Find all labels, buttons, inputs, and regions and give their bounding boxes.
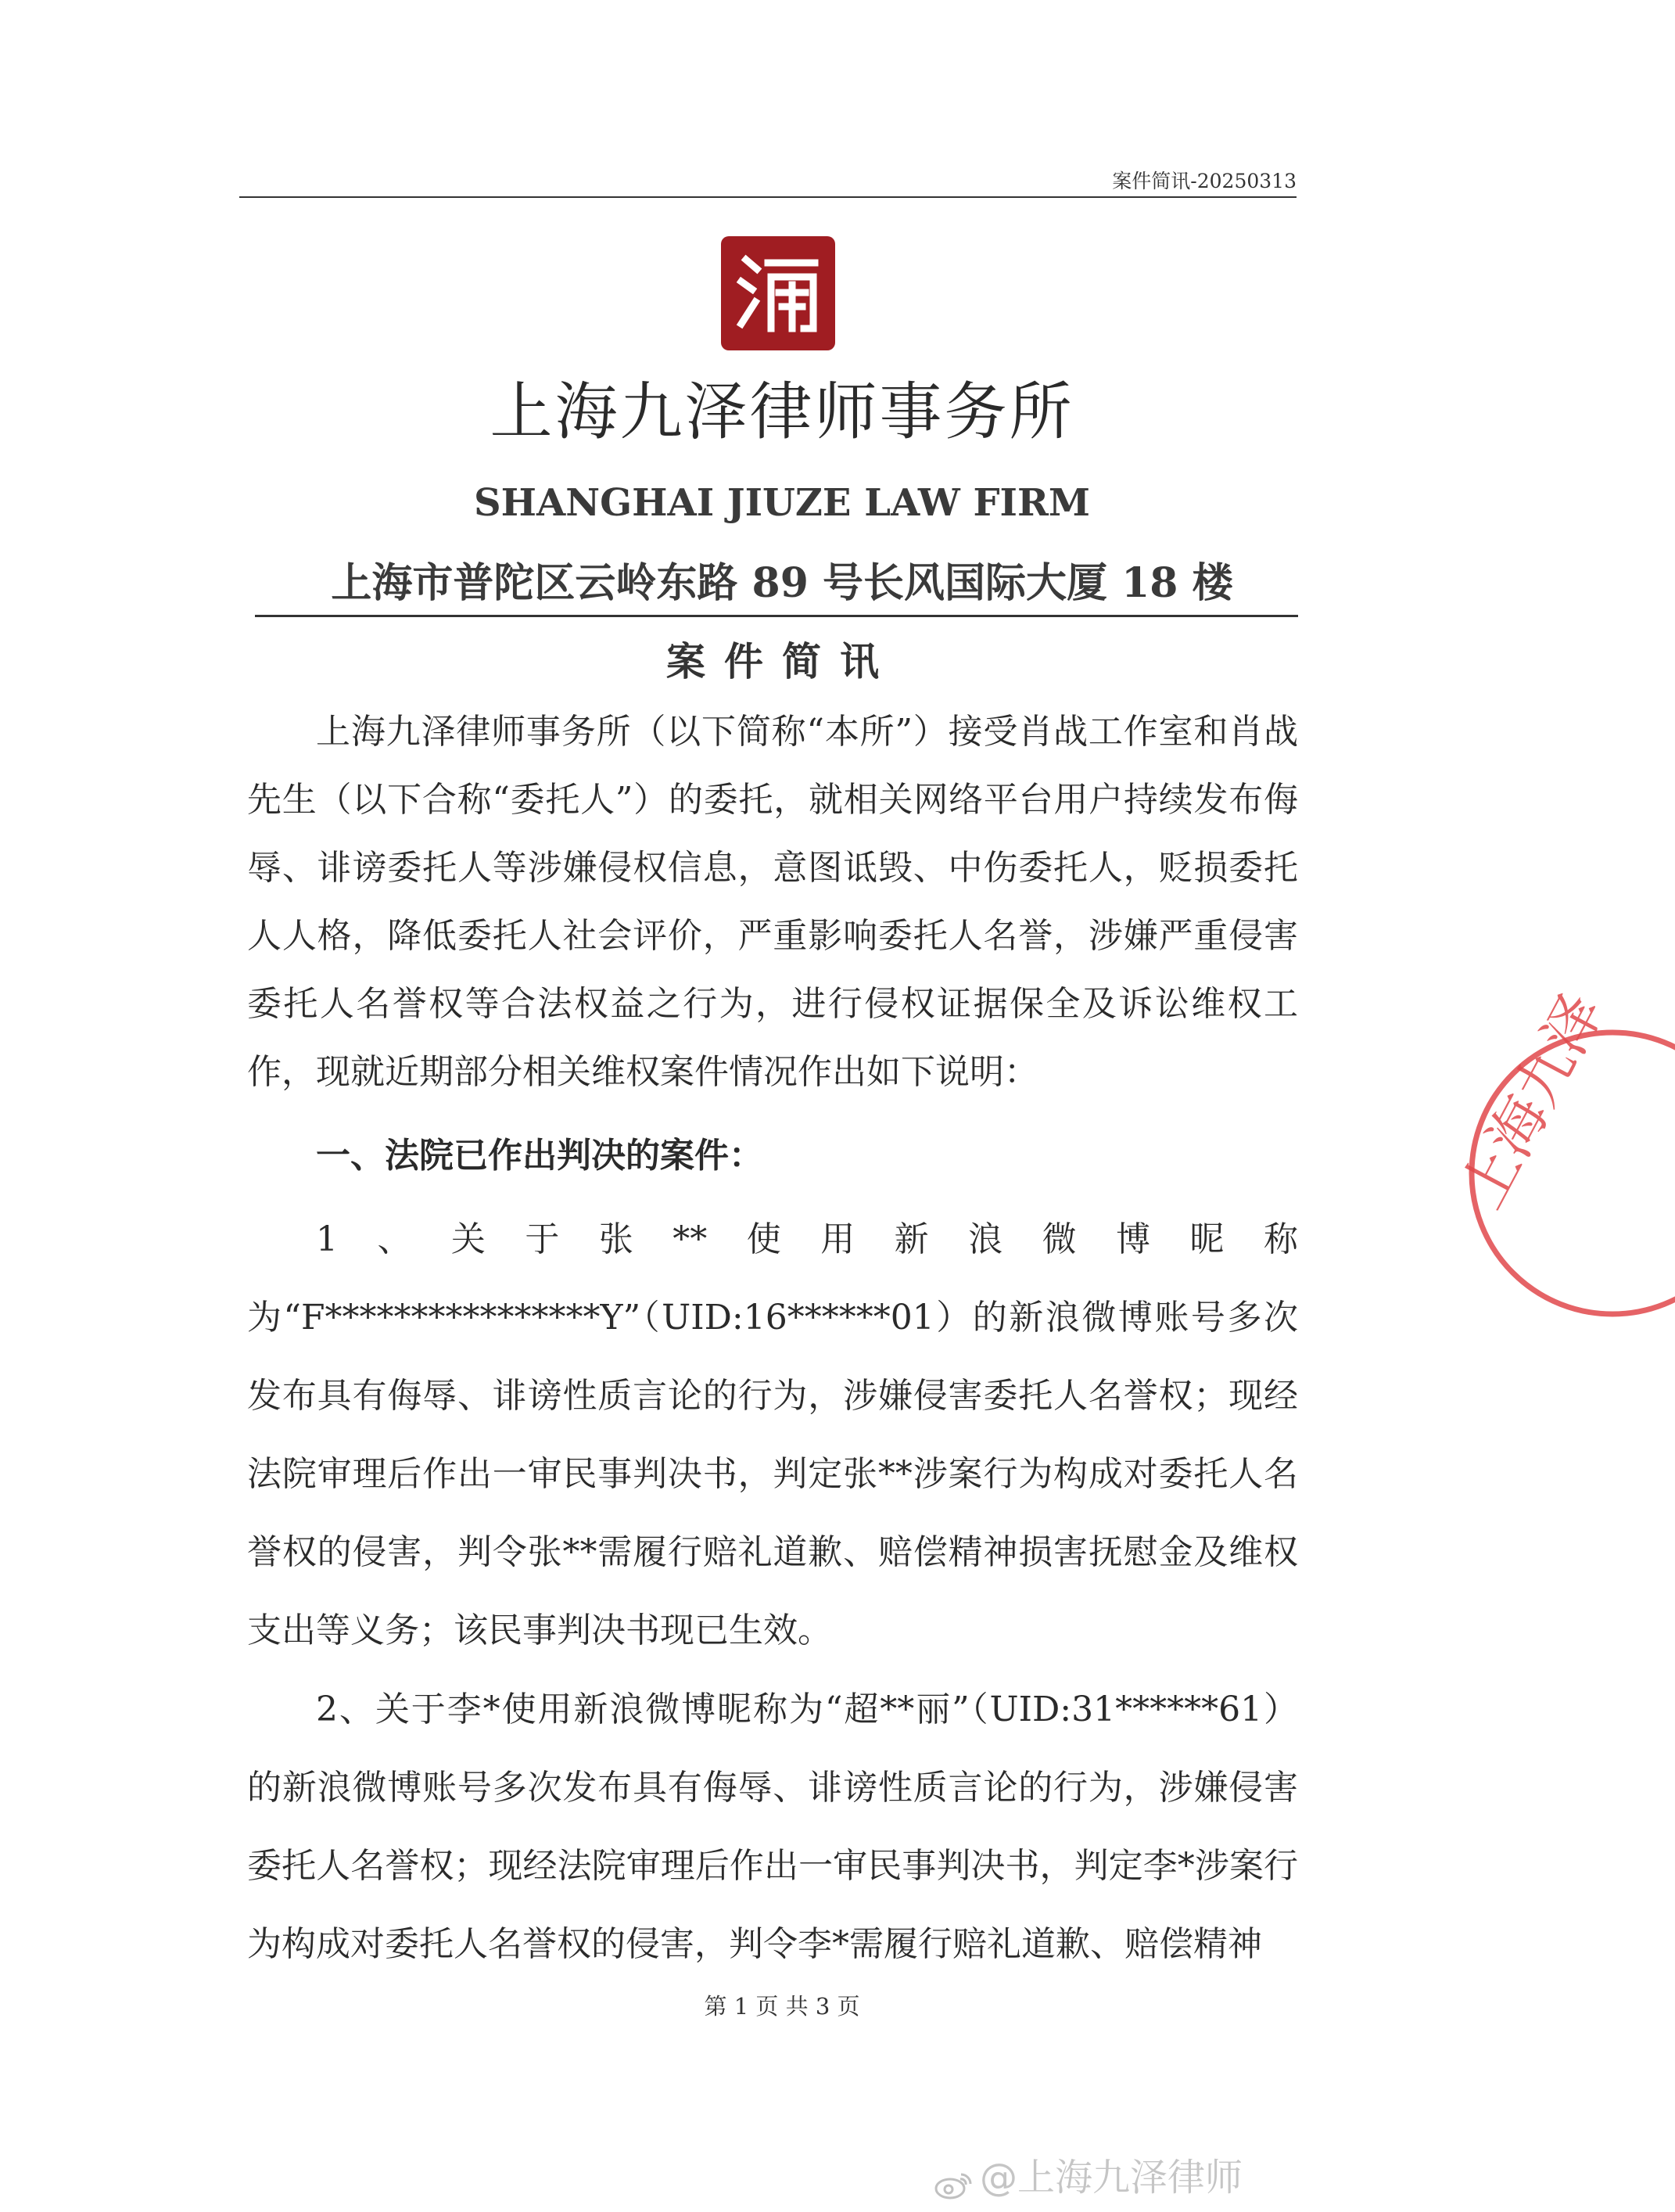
firm-logo-icon <box>721 236 835 350</box>
section-heading: 一、法院已作出判决的案件： <box>316 1136 763 1176</box>
document-code: 案件简讯-20250313 <box>1112 170 1297 192</box>
weibo-icon <box>934 2165 974 2195</box>
official-seal <box>1440 982 1675 1330</box>
weibo-watermark <box>934 2147 1243 2201</box>
svg-text:上海九泽: 上海九泽 <box>1447 982 1616 1219</box>
header-divider <box>239 196 1297 198</box>
document-title: 案件简讯 <box>666 638 898 684</box>
watermark-text: @上海九泽律师 <box>980 2156 1243 2199</box>
firm-name-chinese: 上海九泽律师事务所 <box>490 375 1074 448</box>
case-paragraph-2: 2、关于李*使用新浪微博昵称为“超**丽”（UID:31******61）的新浪微博账号多次发布具有侮辱、诽谤性质言论的行为，涉嫌侵害委托人名誉权；现经法院审理后作出一审民事判决书，判定李*涉案行为构成对委托人名誉权的侵害，判令李*需履行赔礼道歉、赔偿精神 <box>247 1690 1298 1964</box>
firm-address: 上海市普陀区云岭东路 89 号长风国际大厦 18 楼 <box>331 559 1233 607</box>
page-number: 第 1 页 共 3 页 <box>704 1993 860 2020</box>
intro-paragraph: 上海九泽律师事务所（以下简称“本所”）接受肖战工作室和肖战先生（以下合称“委托人”）的委托，就相关网络平台用户持续发布侮辱、诽谤委托人等涉嫌侵权信息，意图诋毁、中伤委托人，贬损委托人人格，降低委托人社会评价，严重影响委托人名誉，涉嫌严重侵害委托人名誉权等合法权益之行为，进行侵权证据保全及诉讼维权工作，现就近期部分相关维权案件情况作出如下说明： <box>247 712 1298 1092</box>
firm-name-english: SHANGHAI JIUZE LAW FIRM <box>473 481 1090 525</box>
address-divider <box>255 615 1298 617</box>
case-paragraph-1: 1、关于张**使用新浪微博昵称为“F****************Y”（UID:16******01）的新浪微博账号多次发布具有侮辱、诽谤性质言论的行为，涉嫌侵害委托人名誉权；现经法院审理后作出一审民事判决书，判定张**涉案行为构成对委托人名誉权的侵害，判令张**需履行赔礼道歉、赔偿精神损害抚慰金及维权支出等义务；该民事判决书现已生效。 <box>247 1219 1298 1650</box>
